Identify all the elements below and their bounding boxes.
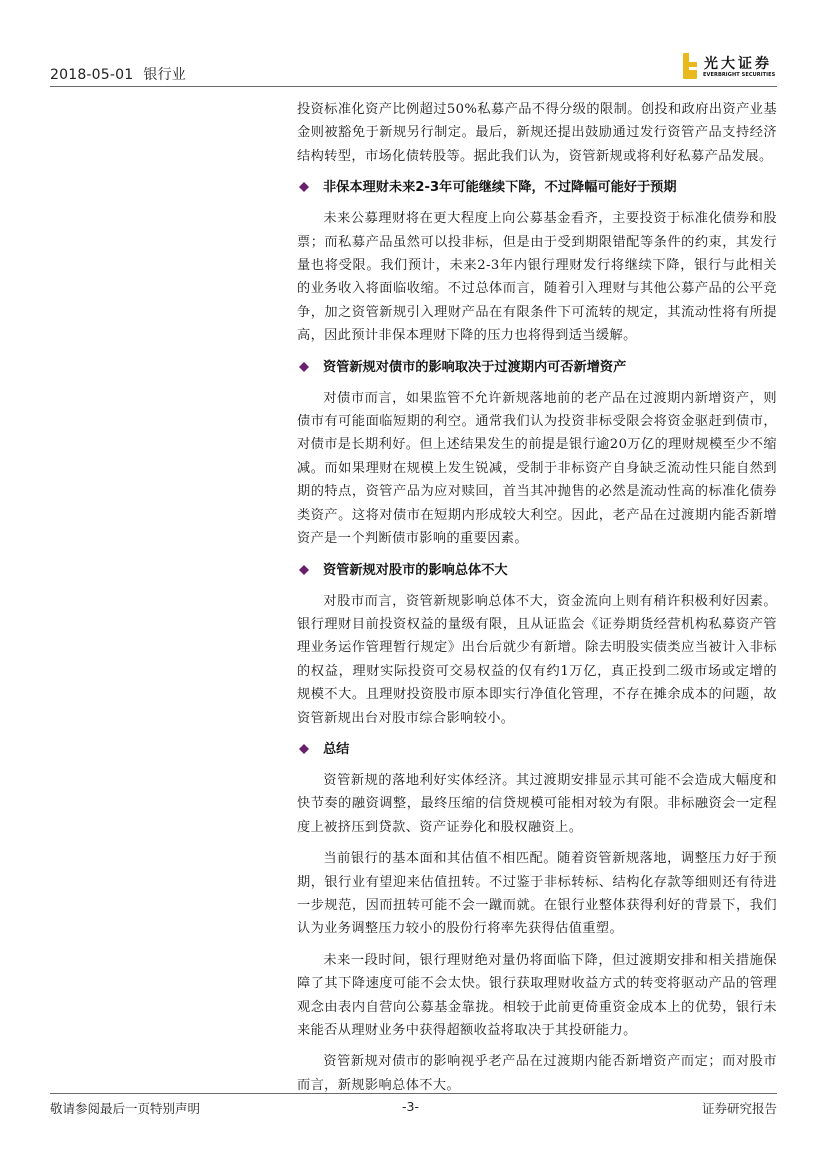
header-info: [50, 64, 186, 84]
section-heading: [297, 176, 777, 199]
page-number: -3-: [402, 1099, 419, 1114]
footer-divider: [50, 1093, 777, 1094]
body-paragraph: 资管新规的落地利好实体经济。其过渡期安排显示其可能不会造成大幅度和快节奏的融资调整，最终压缩的信贷规模可能相对较为有限。非标融资会一定程度上被挤压到贷款、资产证券化和股权融资上。: [297, 772, 777, 835]
report-sector: 银行业: [143, 67, 186, 83]
logo-chinese-name: 光大证券: [704, 56, 772, 72]
intro-paragraph: 投资标准化资产比例超过50%私募产品不得分级的限制。创投和政府出资产业基金则被豁免于新规另行制定。最后，新规还提出鼓励通过发行资管产品支持经济结构转型，市场化债转股等。据此我们认为，资管新规或将利好私募产品发展。: [297, 102, 777, 164]
section-heading: [297, 738, 777, 761]
logo-english-name: EVERBRIGHT SECURITIES: [703, 72, 776, 78]
report-date: 2018-05-01: [50, 67, 134, 83]
section-summary: [297, 738, 777, 1097]
section-heading-text: 总结: [323, 741, 350, 757]
section-heading: [297, 559, 777, 582]
purple-diamond-bullet-icon: [299, 362, 309, 372]
purple-diamond-bullet-icon: [299, 182, 309, 192]
section-stock-market: [297, 559, 777, 730]
section-retail-wealth: [297, 176, 777, 347]
section-bond-market: [297, 356, 777, 551]
footer-disclaimer: 敬请参阅最后一页特别声明: [50, 1101, 201, 1116]
purple-diamond-bullet-icon: [299, 744, 309, 754]
body-paragraph: 对股市而言，资管新规影响总体不大，资金流向上则有稍许积极利好因素。银行理财目前投资权益的量级有限，且从证监会《证券期货经营机构私募资产管理业务运作管理暂行规定》出台后就少有新增。除去明股实债类应当被计入非标的权益，理财实际投资可交易权益的仅有约1万亿，真正投到二级市场或定增的规模不大。且理财投资股市原本即实行净值化管理，不存在摊余成本的问题，故资管新规出台对股市综合影响较小。: [297, 593, 777, 726]
body-paragraph: 未来一段时间，银行理财绝对量仍将面临下降，但过渡期安排和相关措施保障了其下降速度可能不会太快。银行获取理财收益方式的转变将驱动产品的管理观念由表内自营向公募基金靠拢。相较于此前更倚重资金成本上的优势，银行未来能否从理财业务中获得超额收益将取决于其投研能力。: [297, 952, 777, 1038]
section-heading-text: 资管新规对股市的影响总体不大: [323, 562, 508, 578]
purple-diamond-bullet-icon: [299, 565, 309, 575]
everbright-logo-mark-icon: [683, 53, 697, 79]
report-body: [297, 98, 777, 1105]
section-heading-text: 资管新规对债市的影响取决于过渡期内可否新增资产: [323, 359, 627, 375]
footer-report-type: 证券研究报告: [701, 1101, 777, 1116]
body-paragraph: 对债市而言，如果监管不允许新规落地前的老产品在过渡期内新增资产，则债市有可能面临短期的利空。通常我们认为投资非标受限会将资金驱赶到债市，对债市是长期利好。但上述结果发生的前提是银行逾20万亿的理财规模至少不缩减。而如果理财在规模上发生锐减，受制于非标资产自身缺乏流动性只能自然到期的特点，资管产品为应对赎回，首当其冲抛售的必然是流动性高的标准化债券类资产。这将对债市在短期内形成较大利空。因此，老产品在过渡期内能否新增资产是一个判断债市影响的重要因素。: [297, 390, 777, 547]
body-paragraph: 资管新规对债市的影响视乎老产品在过渡期内能否新增资产而定；而对股市而言，新规影响总体不大。: [297, 1054, 777, 1093]
page-header: [50, 56, 777, 86]
section-heading: [297, 356, 777, 379]
body-paragraph: 当前银行的基本面和其估值不相匹配。随着资管新规落地，调整压力好于预期，银行业有望迎来估值扭转。不过鉴于非标转标、结构化存款等细则还有待进一步规范，因而扭转可能不会一蹴而就。在银行业整体获得利好的背景下，我们认为业务调整压力较小的股份行将率先获得估值重塑。: [297, 851, 777, 937]
header-divider: [50, 86, 777, 87]
section-heading-text: 非保本理财未来2-3年可能继续下降，不过降幅可能好于预期: [323, 180, 677, 196]
everbright-logo: [683, 52, 783, 84]
body-paragraph: 未来公募理财将在更大程度上向公募基金看齐，主要投资于标准化债券和股票；而私募产品虽然可以投非标，但是由于受到期限错配等条件的约束，其发行量也将受限。我们预计，未来2-3年内银行理财发行将继续下降，银行与此相关的业务收入将面临收缩。不过总体而言，随着引入理财与其他公募产品的公平竞争，加之资管新规引入理财产品在有限条件下可流转的规定，其流动性将有所提高，因此预计非保本理财下降的压力也将得到适当缓解。: [297, 211, 777, 344]
